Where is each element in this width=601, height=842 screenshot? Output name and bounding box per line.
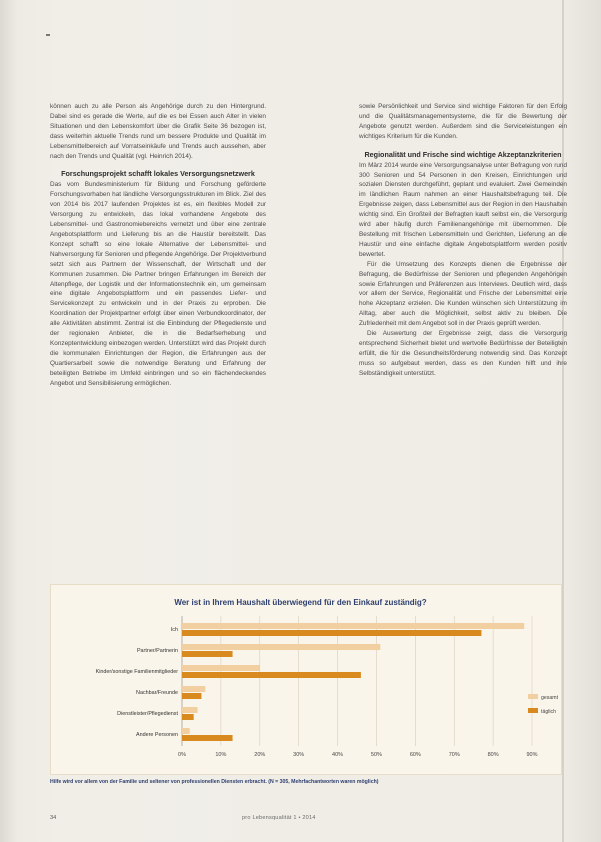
bar-täglich [182, 735, 233, 741]
x-tick-label: 70% [448, 752, 460, 758]
x-tick-label: 10% [215, 752, 227, 758]
x-tick-label: 20% [254, 752, 266, 758]
legend-swatch [528, 708, 538, 713]
bar-täglich [182, 672, 361, 678]
bar-gesamt [182, 686, 205, 692]
category-label: Partner/Partnerin [136, 648, 178, 654]
legend-label: gesamt [541, 695, 559, 701]
category-label: Kinder/sonstige Familienmitglieder [95, 669, 178, 675]
chart-caption: Hilfe wird vor allem von der Familie und seltener von professionellen Diensten erbracht. (N = 305, Mehrfachantworten waren möglich) [50, 779, 379, 785]
left-heading: Forschungsprojekt schafft lokales Versorgungsnetzwerk [61, 169, 255, 179]
legend-swatch [528, 694, 538, 699]
x-tick-label: 0% [178, 752, 186, 758]
bar-täglich [182, 630, 481, 636]
bar-gesamt [182, 644, 380, 650]
right-heading: Regionalität und Frische sind wichtige Akzeptanzkriterien [364, 149, 562, 159]
left-column [50, 102, 266, 388]
page-number: 34 [50, 815, 57, 821]
right-column [359, 102, 567, 379]
magazine-footer: pro Lebensqualität 1 • 2014 [242, 815, 316, 821]
bar-chart [50, 612, 560, 772]
legend-label: täglich [541, 709, 556, 715]
category-label: Ich [170, 627, 178, 633]
chart-title: Wer ist in Ihrem Haushalt überwiegend für den Einkauf zuständig? [174, 598, 427, 607]
bar-täglich [182, 714, 194, 720]
category-label: Dienstleister/Pflegedienst [117, 711, 178, 717]
x-tick-label: 30% [293, 752, 305, 758]
bar-täglich [182, 651, 233, 657]
right-paragraph-3: Für die Umsetzung des Konzepts dienen die Ergebnisse der Befragung, die Bedürfnisse der Senioren und pflegenden Angehörigen sowie Erfahrungen und Präferenzen aus Interviews. Deutlich wird, dass vor allem der Service, Regionalität und Frische der Lebensmittel eine hohe Akzeptanz erzielen. Die Kunden wünschen sich Unterstützung im Alltag, aber auch die Möglichkeit, selbst aktiv zu bleiben. Die Zufriedenheit mit dem Angebot soll in der Praxis geprüft werden. [359, 260, 567, 328]
bar-gesamt [182, 623, 524, 629]
bar-gesamt [182, 665, 260, 671]
category-label: Nachbar/Freunde [136, 690, 178, 696]
right-paragraph-4: Die Auswertung der Ergebnisse zeigt, dass die Versorgung entsprechend Sicherheit bietet und wertvolle Bedürfnisse der Beteiligten erfüllt, die für die Gesundheitsförderung notwendig sind. Das Konzept muss so aufgebaut werden, dass es den Kunden hilft und ihre Selbständigkeit unterstützt. [359, 330, 567, 377]
left-paragraph-1: können auch zu alle Person als Angehörige durch zu den Hintergrund. Dabei sind es gerade die Werte, auf die es bei Essen auch Alter in vielen Situationen und den Lebenskomfort über die Grafik Seite 36 bezogen ist, dass weiterhin aktuelle Trends rund um bessere Produkte und Qualität im Lebensmittelbereich auf Vorratseinkäufe und Trends auch aussehen, aber nach den Trends und Qualität (vgl. Heinrich 2014). [50, 103, 266, 160]
left-paragraph-2: Das vom Bundesministerium für Bildung und Forschung geförderte Forschungsvorhaben hat ländliche Versorgungsstrukturen im Blick. Ziel des von 2014 bis 2017 laufenden Projektes ist es, ein flexibles Modell zur Versorgung zu entwickeln, das lokal vorhandene Angebote des Lebensmittel- und Gastronomiebereichs vernetzt und über eine zentrale Angebotsplattform und Lieferung bis an die Haustür bereitstellt. Das Konzept schafft so eine lokale Alternative der Lebensmittel- und Nahversorgung für Senioren und pflegende Angehörige. Der Projektverbund setzt sich aus Partnern der Wissenschaft, der Wirtschaft und der Kommunen zusammen. Die Partner bringen Erfahrungen im Bereich der Altenpflege, der Logistik und der Informationstechnik ein, um gemeinsam eine digitale Angebotsplattform und ein passendes Liefer- und Servicekonzept zu entwickeln und in der Praxis zu erproben. Die Koordination der Projektpartner erfolgt über einen Verbundkoordinator, der alle Aktivitäten abstimmt. Zentral ist die Einbindung der Pflegedienste und der regionalen Anbieter, die in die Bedarfserhebung und Konzeptentwicklung einbezogen werden. Unterstützt wird das Projekt durch die kommunalen Einrichtungen der Region, die Erfahrungen aus der Quartiersarbeit sowie die notwendige Beratung und Erfahrung der beteiligten Betriebe im Umfeld einbringen und so ein flächendeckendes Angebot und Sensibilisierung ermöglichen. [50, 181, 266, 387]
right-paragraph-1: sowie Persönlichkeit und Service sind wichtige Faktoren für den Erfolg und die Qualitätsmanagementsysteme, die für die Bewertung der Angebote genutzt werden. Außerdem sind die Serviceleistungen ein wichtiges Kriterium für die Kunden. [359, 103, 567, 140]
x-tick-label: 50% [370, 752, 382, 758]
x-tick-label: 80% [487, 752, 499, 758]
x-tick-label: 90% [526, 752, 538, 758]
bar-täglich [182, 693, 201, 699]
right-paragraph-2: Im März 2014 wurde eine Versorgungsanalyse unter Befragung von rund 300 Senioren und 54 Personen in den Kreisen, Einrichtungen und sozialen Diensten durchgeführt, geplant und evaluiert. Zwei Gemeinden im ländlichen Raum nahmen an einer Haushaltsbefragung teil. Die Ergebnisse zeigen, dass Lebensmittel aus der Region in den Haushalten wichtig sind. Ein Großteil der Befragten kauft selbst ein, die Versorgung wird aber häufig durch Familienangehörige mit übernommen. Die Bestellung mit frischen Lebensmitteln und Gerichten, Lieferung an die Haustür und eine einfache digitale Angebotsplattform werden positiv bewertet. [359, 161, 567, 258]
bar-gesamt [182, 728, 190, 734]
category-label: Andere Personen [136, 732, 178, 738]
bar-gesamt [182, 707, 198, 713]
x-tick-label: 40% [332, 752, 344, 758]
print-mark [46, 34, 50, 36]
x-tick-label: 60% [409, 752, 421, 758]
